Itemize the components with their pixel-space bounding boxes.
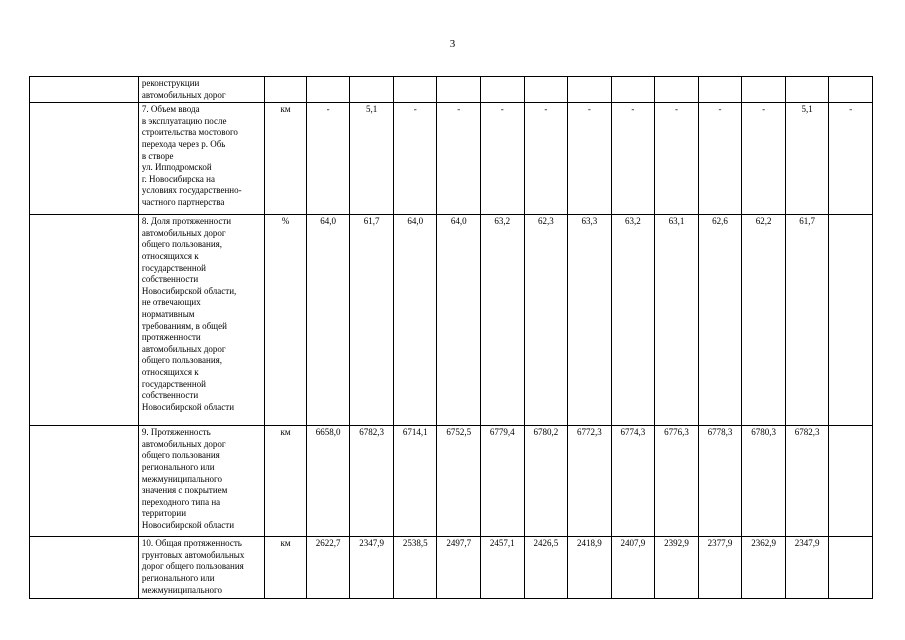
value-cell: 62,6	[698, 215, 742, 426]
value-cell: 2497,7	[437, 537, 481, 599]
value-cell: -	[481, 103, 525, 215]
blank-cell	[30, 537, 139, 599]
table-row	[30, 426, 873, 537]
value-cell: -	[437, 103, 481, 215]
value-cell: 64,0	[393, 215, 437, 426]
value-cell	[611, 77, 655, 103]
indicator-name-cell: 9. Протяженность автомобильных дорог общего пользования регионального или межмуниципального значения с покрытием переходного типа на территории Новосибирской области	[138, 426, 265, 537]
blank-cell	[30, 215, 139, 426]
value-cell: 2622,7	[306, 537, 350, 599]
indicator-table	[29, 76, 873, 599]
value-cell: -	[611, 103, 655, 215]
value-cell: 63,2	[611, 215, 655, 426]
unit-cell: %	[265, 215, 306, 426]
value-cell: 6782,3	[785, 426, 829, 537]
value-cell: -	[306, 103, 350, 215]
value-cell	[829, 77, 873, 103]
indicator-name-cell: 8. Доля протяженности автомобильных дорог общего пользования, относящихся к государственной собственности Новосибирской области, не отвечающих нормативным требованиям, в общей протяженности автомобильных дорог общего пользования, относящихся к государственной собственности Новосибирской области	[138, 215, 265, 426]
value-cell	[829, 215, 873, 426]
table-row	[30, 77, 873, 103]
value-cell: 6752,5	[437, 426, 481, 537]
unit-cell	[265, 77, 306, 103]
value-cell: 2418,9	[568, 537, 612, 599]
value-cell: 62,3	[524, 215, 568, 426]
value-cell: 63,2	[481, 215, 525, 426]
value-cell: 61,7	[785, 215, 829, 426]
value-cell: -	[393, 103, 437, 215]
value-cell: -	[524, 103, 568, 215]
value-cell: -	[742, 103, 786, 215]
value-cell: 6776,3	[655, 426, 699, 537]
value-cell: 2377,9	[698, 537, 742, 599]
blank-cell	[30, 103, 139, 215]
value-cell: 6780,2	[524, 426, 568, 537]
value-cell: 6714,1	[393, 426, 437, 537]
value-cell	[524, 77, 568, 103]
unit-cell: км	[265, 537, 306, 599]
value-cell: 6782,3	[350, 426, 394, 537]
value-cell: 2347,9	[785, 537, 829, 599]
value-cell: 6780,3	[742, 426, 786, 537]
table-row	[30, 215, 873, 426]
blank-cell	[30, 426, 139, 537]
value-cell: 62,2	[742, 215, 786, 426]
value-cell: 2362,9	[742, 537, 786, 599]
value-cell	[698, 77, 742, 103]
value-cell: -	[568, 103, 612, 215]
blank-cell	[30, 77, 139, 103]
value-cell: 2538,5	[393, 537, 437, 599]
value-cell: 2407,9	[611, 537, 655, 599]
value-cell: 64,0	[437, 215, 481, 426]
indicator-name-cell: 10. Общая протяженность грунтовых автомобильных дорог общего пользования регионального или межмуниципального	[138, 537, 265, 599]
value-cell: -	[829, 103, 873, 215]
value-cell: 5,1	[350, 103, 394, 215]
value-cell: -	[655, 103, 699, 215]
value-cell: 2392,9	[655, 537, 699, 599]
value-cell	[393, 77, 437, 103]
indicator-name-cell: 7. Объем ввода в эксплуатацию после строительства мостового перехода через р. Обь в створе ул. Ипподромской г. Новосибирска на условиях государственно- частного партнерства	[138, 103, 265, 215]
value-cell	[742, 77, 786, 103]
value-cell	[829, 537, 873, 599]
table-row	[30, 537, 873, 599]
table-row	[30, 103, 873, 215]
value-cell: 2457,1	[481, 537, 525, 599]
indicator-name-cell: реконструкции автомобильных дорог	[138, 77, 265, 103]
value-cell: 2426,5	[524, 537, 568, 599]
value-cell	[437, 77, 481, 103]
value-cell	[655, 77, 699, 103]
value-cell	[785, 77, 829, 103]
value-cell	[306, 77, 350, 103]
value-cell	[829, 426, 873, 537]
value-cell: 6778,3	[698, 426, 742, 537]
unit-cell: км	[265, 426, 306, 537]
value-cell: 2347,9	[350, 537, 394, 599]
value-cell: 5,1	[785, 103, 829, 215]
page-number: 3	[449, 38, 456, 50]
value-cell	[568, 77, 612, 103]
value-cell: 6658,0	[306, 426, 350, 537]
value-cell: 64,0	[306, 215, 350, 426]
value-cell: -	[698, 103, 742, 215]
value-cell	[350, 77, 394, 103]
value-cell: 63,1	[655, 215, 699, 426]
value-cell: 6774,3	[611, 426, 655, 537]
value-cell	[481, 77, 525, 103]
value-cell: 63,3	[568, 215, 612, 426]
value-cell: 6779,4	[481, 426, 525, 537]
unit-cell: км	[265, 103, 306, 215]
value-cell: 6772,3	[568, 426, 612, 537]
value-cell: 61,7	[350, 215, 394, 426]
